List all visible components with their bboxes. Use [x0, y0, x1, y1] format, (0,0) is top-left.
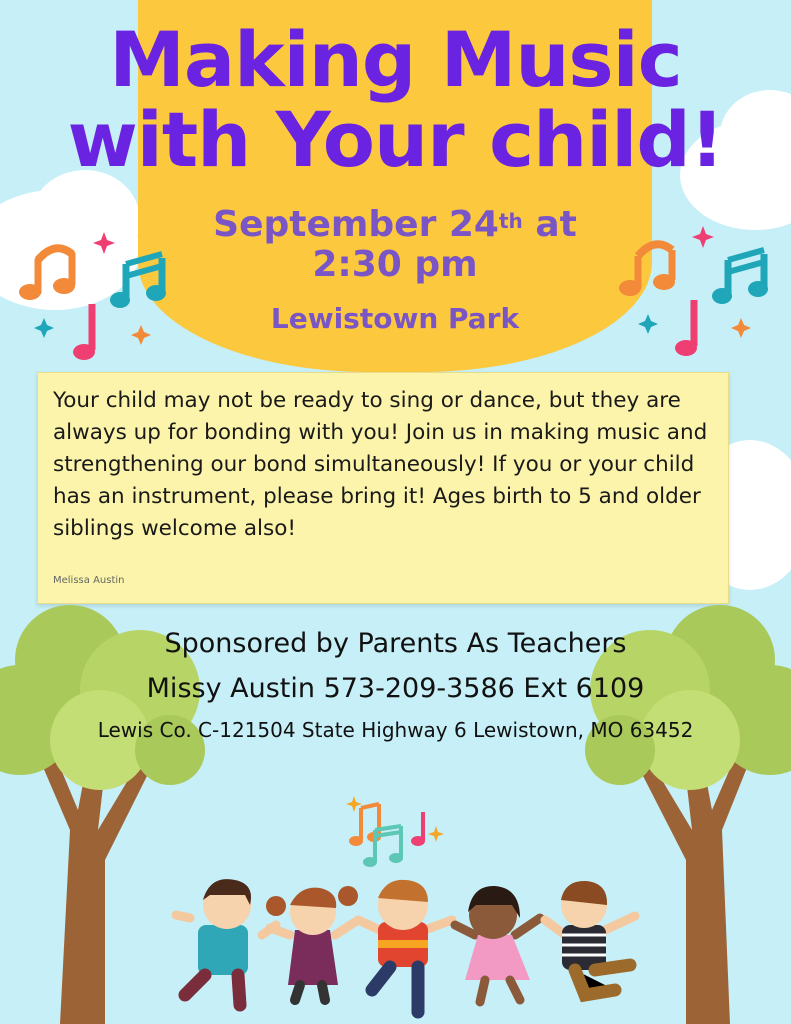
sparkle-icon	[428, 826, 444, 842]
event-time: 2:30 pm	[312, 244, 478, 285]
date-main: September 24	[213, 204, 499, 245]
date-suffix: th	[498, 209, 523, 233]
note-author: Melissa Austin	[53, 575, 125, 586]
child-figure-icon	[358, 880, 452, 1012]
event-location: Lewistown Park	[270, 302, 520, 335]
child-figure-icon	[545, 881, 635, 995]
child-figure-icon	[176, 879, 276, 1005]
date-at: at	[522, 204, 577, 245]
title-line-2: with Your child!	[67, 95, 724, 184]
music-note-icon	[349, 804, 425, 867]
child-figure-icon	[266, 886, 358, 1000]
title-line-1: Making Music	[109, 15, 682, 104]
description-text: Your child may not be ready to sing or dance, but they are always up for bonding with you! Join us in making music and strengthening our bond simultaneously! If you or your child has an instrument, please bring it! Ages birth to 5 and older siblings welcome also!	[53, 388, 708, 541]
contact-line: Missy Austin 573-209-3586 Ext 6109	[146, 673, 645, 704]
address-line: Lewis Co. C-121504 State Highway 6 Lewistown, MO 63452	[97, 718, 694, 742]
child-figure-icon	[455, 886, 540, 1002]
sponsor-line: Sponsored by Parents As Teachers	[164, 628, 627, 659]
